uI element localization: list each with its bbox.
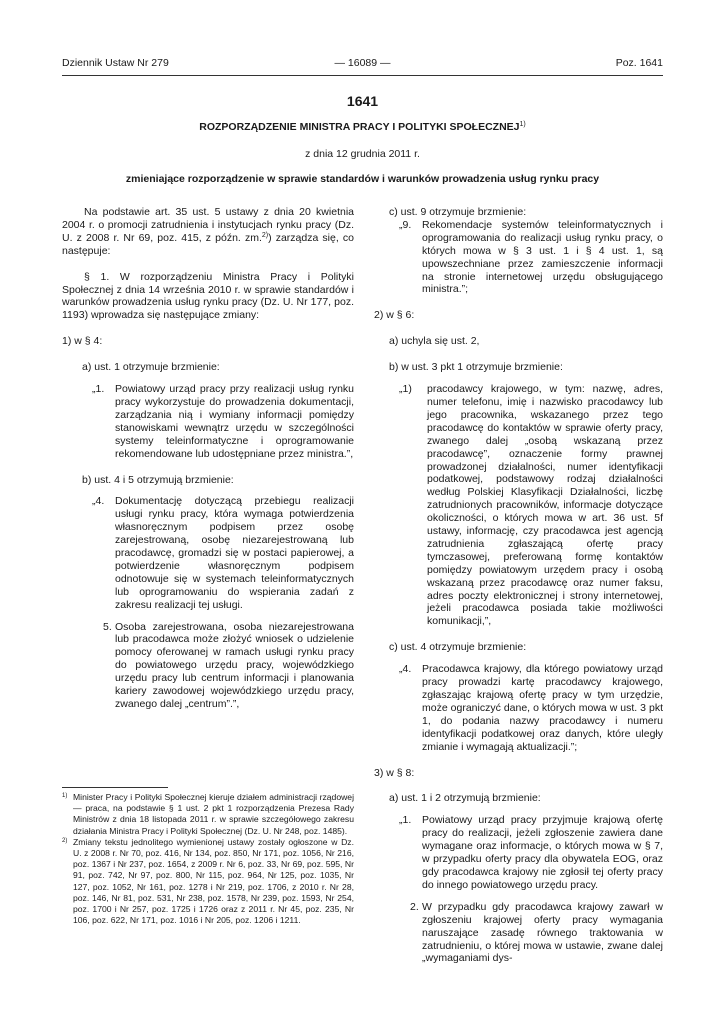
- journal-title: Dziennik Ustaw Nr 279: [62, 57, 169, 69]
- point-2b: b) w ust. 3 pkt 1 otrzymuje brzmienie:: [389, 361, 563, 374]
- preamble: [62, 206, 354, 258]
- point-2a: a) uchyla się ust. 2,: [389, 335, 480, 348]
- act-title-footnote-ref: 1): [519, 121, 526, 128]
- footnotes: [62, 792, 354, 926]
- page-header: [62, 57, 663, 71]
- preamble-text: Na podstawie art. 35 ust. 5 ustawy z dnia 20 kwietnia 2004 r. o promocji zatrudnienia i instytucjach rynku pracy (Dz. U. z 2008 r. Nr 69, poz. 415, z późn. zm.: [62, 206, 354, 244]
- quote-label: 5.: [103, 620, 112, 633]
- quote-label: „4.: [92, 495, 105, 508]
- header-divider: [62, 75, 663, 76]
- act-title-text: ROZPORZĄDZENIE MINISTRA PRACY I POLITYKI SPOŁECZNEJ: [199, 121, 520, 133]
- quote-label: „1.: [92, 383, 105, 396]
- quote-8-ust-1: [374, 814, 663, 891]
- quote-label: 2.: [410, 900, 419, 913]
- point-1b: b) ust. 4 i 5 otrzymują brzmienie:: [82, 473, 234, 486]
- footnote-text: Zmiany tekstu jednolitego wymienionej ustawy zostały ogłoszone w Dz. U. z 2008 r. Nr 70, poz. 416, Nr 134, poz. 850, Nr 171, poz. 1056, Nr 216, poz. 1367 i Nr 237, poz. 1654, z 2009 r. Nr 6, poz. 33, Nr 69, poz. 595, Nr 91, poz. 742, Nr 97, poz. 800, Nr 115, poz. 964, Nr 125, poz. 1035, Nr 127, poz. 1052, Nr 161, poz. 1278 i Nr 219, poz. 1706, z 2010 r. Nr 28, poz. 146, Nr 81, poz. 531, Nr 238, poz. 1578, Nr 239, poz. 1593, Nr 254, poz. 1700 i Nr 257, poz. 1725 i 1726 oraz z 2011 r. Nr 45, poz. 235, Nr 106, poz. 622, Nr 171, poz. 1016 i Nr 205, poz. 1206 i 1211.: [73, 836, 354, 926]
- footnote-2: [62, 837, 354, 927]
- footnote-mark-text: 1): [62, 793, 68, 799]
- act-number: 1641: [346, 93, 379, 109]
- quote-text: Rekomendacje systemów teleinformatycznych i oprogramowania do realizacji usług rynku pracy, o których mowa w § 3 ust. 1 i § 4 ust. 1, są upowszechniane przez zamieszczenie informacji na stronie internetowej urzędu obsługującego ministra.”;: [422, 218, 663, 296]
- paragraph-1: § 1. W rozporządzeniu Ministra Pracy i Polityki Społecznej z dnia 14 września 2010 r. w sprawie standardów i warunków prowadzenia usług rynku pracy (Dz. U. Nr 177, poz. 1193) wprowadza się następujące zmiany:: [62, 270, 354, 322]
- footnote-text: Minister Pracy i Polityki Społecznej kieruje działem administracji rządowej — praca, na podstawie § 1 ust. 2 pkt 1 rozporządzenia Prezesa Rady Ministrów z dnia 18 listopada 2011 r. w sprawie szczegółowego zakresu działania Ministra Pracy i Polityki Społecznej (Dz. U. Nr 248, poz. 1485).: [73, 792, 354, 836]
- footnote-mark: [62, 837, 73, 927]
- quote-pkt-1: [374, 383, 663, 628]
- point-1: 1) w § 4:: [62, 335, 103, 348]
- quote-text: pracodawcy krajowego, w tym: nazwę, adres, numer telefonu, imię i nazwisko pracodawcy lub jego pracownika, wskazanego przez tego pracodawcę do kontaktów w sprawie oferty pracy, zwanego dalej „osobą wskazaną przez pracodawcę”, oznaczenie formy prawnej prowadzonej działalności, numer identyfikacji podatkowej, podstawowy rodzaj działalności według Polskiej Klasyfikacji Działalności, liczbę zatrudnionych pracowników, informacje dotyczące okoliczności, o których mowa w art. 36 ust. 5f ustawy, informację, czy pracodawca jest agencją zatrudnienia zgłaszającą ofertę pracy tymczasowej, preferowaną formę kontaktów pomiędzy powiatowym urzędem pracy i osobą wskazaną przez pracodawcę oraz numer faksu, adres poczty elektronicznej i strony internetowej, jeżeli pracodawca posiada takie możliwości komunikacji,”,: [427, 383, 663, 628]
- quote-text: Powiatowy urząd pracy przy realizacji usług rynku pracy wykorzystuje do prowadzenia dokumentacji, zarządzania nią i wymiany informacji pomiędzy stanowiskami wewnątrz urzędu w szczególności systemy teleinformatyczne i oprogramowanie rekomendowane lub udostępniane przez ministra.”,: [115, 383, 354, 460]
- quote-text: Osoba zarejestrowana, osoba niezarejestrowana lub pracodawca może złożyć wniosek o udzielenie pomocy oferowanej w ramach usługi rynku pracy do powiatowego urzędu pracy, wojewódzkiego urzędu pracy lub centrum informacji i planowania kariery zawodowej wojewódzkiego urzędu pracy, zwanego dalej „centrum”.”,: [115, 620, 354, 710]
- quote-label: „1): [399, 383, 412, 396]
- position-number: Poz. 1641: [615, 57, 663, 69]
- footnote-mark: [62, 792, 73, 837]
- quote-ust-1: [62, 383, 354, 460]
- footnote-divider: [62, 787, 168, 788]
- point-2c: c) ust. 4 otrzymuje brzmienie:: [389, 641, 527, 654]
- point-1c: c) ust. 9 otrzymuje brzmienie:: [389, 206, 527, 218]
- quote-8-ust-2: [374, 901, 663, 966]
- act-title: [62, 121, 663, 133]
- footnote-1: [62, 792, 354, 837]
- point-3: 3) w § 8:: [374, 766, 415, 779]
- quote-label: „9.: [399, 218, 412, 231]
- page-number: — 16089 —: [334, 57, 391, 69]
- footnote-mark-text: 2): [62, 837, 68, 844]
- quote-ust-4: [62, 495, 354, 611]
- quote-ust-4b: [374, 663, 663, 753]
- quote-text: Dokumentację dotyczącą przebiegu realizacji usługi rynku pracy, która wymaga potwierdzenia własnoręcznym podpisem przez osobę zarejestrowaną, osobę niezarejestrowaną lub pracodawcę, gromadzi się w postaci papierowej, a potwierdzenie własnoręcznym podpisem odnotowuje się w systemach teleinformatycznych lub oprogramowaniu do wspierania zadań z zakresu realizacji tej usługi.: [115, 495, 354, 611]
- quote-text: Powiatowy urząd pracy przyjmuje krajową ofertę pracy do realizacji, jeżeli zgłoszenie zawiera dane wymagane oraz informacje, o których mowa w § 7, w przypadku oferty pracy dla obywatela EOG, oraz gdy pracodawca krajowy nie zgłosił tej oferty pracy do innego powiatowego urzędu pracy.: [422, 814, 663, 891]
- point-2: 2) w § 6:: [374, 309, 415, 322]
- quote-label: „4.: [399, 663, 412, 676]
- quote-ust-9: [374, 219, 663, 296]
- preamble-footnote-ref: 2): [261, 231, 269, 239]
- quote-label: „1.: [399, 814, 412, 827]
- act-subtitle: zmieniające rozporządzenie w sprawie standardów i warunków prowadzenia usług rynku pracy: [125, 173, 600, 185]
- preamble-end: ) zarządza się, co następuje:: [62, 231, 354, 257]
- point-3a: a) ust. 1 i 2 otrzymują brzmienie:: [389, 792, 541, 805]
- quote-text: Pracodawca krajowy, dla którego powiatowy urząd pracy prowadzi kartę pracodawcy krajowego, zgłaszając krajową ofertę pracy w tym urzędzie, może ograniczyć dane, o których mowa w ust. 3 pkt 1, do podania nazwy pracodawcy i numeru identyfikacji podatkowej oraz danych, które uległy zmianie i wymagają aktualizacji.”;: [422, 663, 663, 753]
- quote-text: W przypadku gdy pracodawca krajowy zawarł w zgłoszeniu krajowej oferty pracy wymagania naruszające zasadę równego traktowania w zatrudnieniu, o której mowa w ustawie, zwane dalej „wymaganiami dys-: [422, 900, 663, 965]
- act-date: z dnia 12 grudnia 2011 r.: [305, 148, 420, 160]
- left-column: [62, 206, 354, 711]
- quote-ust-5: [62, 621, 354, 711]
- point-1a: a) ust. 1 otrzymuje brzmienie:: [82, 361, 220, 374]
- right-column: [374, 206, 663, 965]
